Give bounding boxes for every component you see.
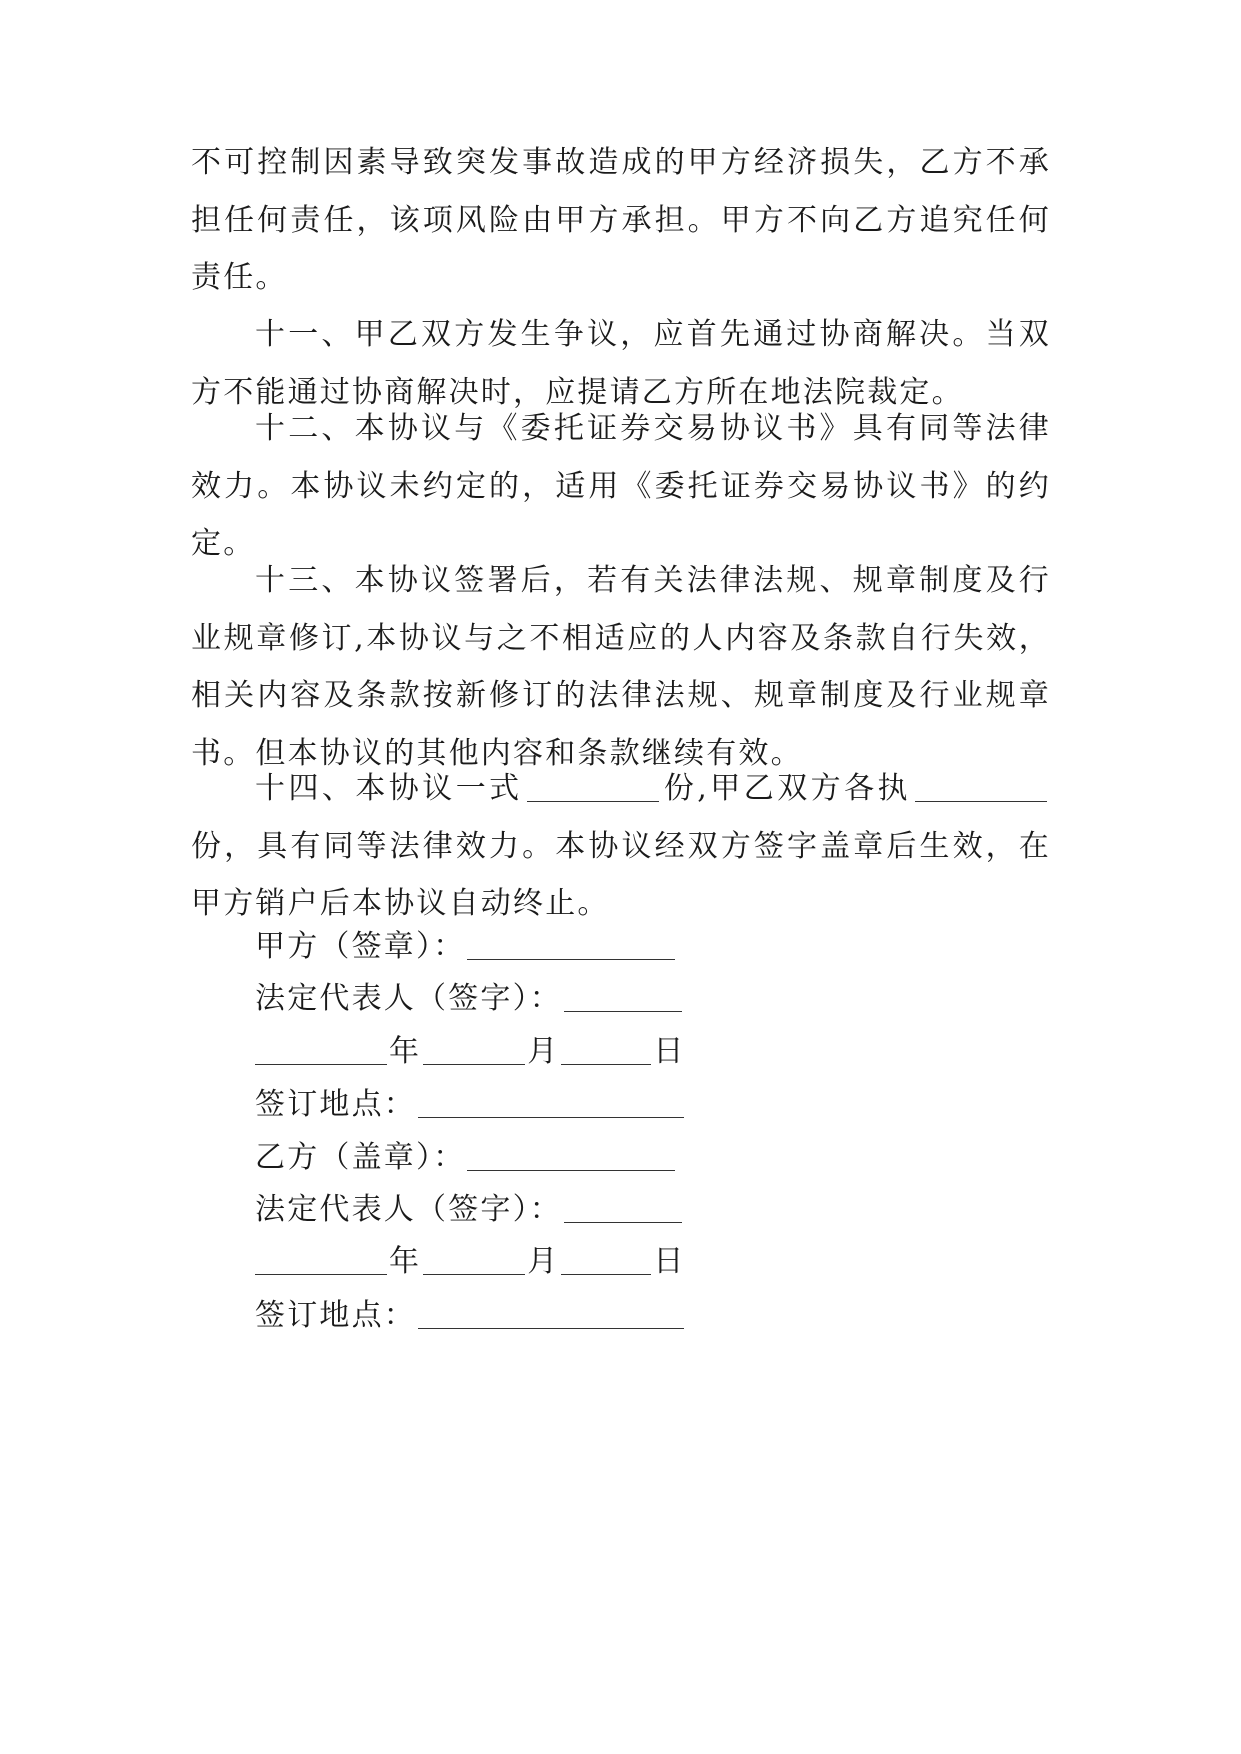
clause-10-continuation: 不可控制因素导致突发事故造成的甲方经济损失，乙方不承担任何责任，该项风险由甲方承担。甲方不向乙方追究任何责任。 xyxy=(191,145,1051,296)
place-label: 签订地点： xyxy=(255,1298,416,1333)
party-b-year-blank[interactable] xyxy=(255,1273,387,1275)
party-b-place-blank[interactable] xyxy=(418,1327,684,1329)
party-a-place-line xyxy=(255,1076,686,1134)
party-b-place-line xyxy=(255,1287,686,1345)
clause-14-part-c: 份，具有同等法律效力。本协议经双方签字盖章后生效，在甲方销户后本协议自动终止。 xyxy=(191,828,1051,922)
party-a-day-blank[interactable] xyxy=(561,1063,651,1065)
year-label: 年 xyxy=(389,1244,422,1279)
party-a-rep-line xyxy=(255,970,684,1028)
clause-14-part-a: 十四、本协议一式 xyxy=(255,771,523,806)
copies-total-blank[interactable] xyxy=(527,800,659,802)
party-a-date-line xyxy=(255,1023,686,1081)
party-a-rep-label: 法定代表人（签字）： xyxy=(255,981,562,1016)
party-b-seal-blank[interactable] xyxy=(467,1169,675,1171)
party-b-label: 乙方（盖章）： xyxy=(255,1140,466,1175)
day-label: 日 xyxy=(653,1244,686,1279)
party-a-signature-line xyxy=(255,918,677,976)
party-a-month-blank[interactable] xyxy=(423,1063,525,1065)
day-label: 日 xyxy=(653,1034,686,1069)
party-b-month-blank[interactable] xyxy=(423,1273,525,1275)
party-a-place-blank[interactable] xyxy=(418,1116,684,1118)
party-a-signature-blank[interactable] xyxy=(467,958,675,960)
place-label: 签订地点： xyxy=(255,1087,416,1122)
party-a-rep-blank[interactable] xyxy=(564,1010,682,1012)
party-b-date-line xyxy=(255,1233,686,1291)
clause-14-part-b: 份,甲乙双方各执 xyxy=(662,771,911,806)
party-b-day-blank[interactable] xyxy=(561,1273,651,1275)
copies-each-blank[interactable] xyxy=(915,800,1047,802)
party-a-year-blank[interactable] xyxy=(255,1063,387,1065)
clause-11: 十一、甲乙双方发生争议，应首先通过协商解决。当双方不能通过协商解决时，应提请乙方所在地法院裁定。 xyxy=(191,317,1051,410)
year-label: 年 xyxy=(389,1034,422,1069)
party-b-rep-blank[interactable] xyxy=(564,1221,682,1223)
month-label: 月 xyxy=(527,1244,560,1279)
party-a-label: 甲方（签章）： xyxy=(255,929,466,964)
party-b-rep-line xyxy=(255,1181,684,1239)
party-b-signature-line xyxy=(255,1129,677,1187)
clause-14 xyxy=(191,760,1051,933)
party-b-rep-label: 法定代表人（签字）： xyxy=(255,1192,562,1227)
clause-13: 十三、本协议签署后，若有关法律法规、规章制度及行业规章修订,本协议与之不相适应的人内容及条款自行失效，相关内容及条款按新修订的法律法规、规章制度及行业规章书。但本协议的其他内容和条款继续有效。 xyxy=(191,563,1051,771)
clause-12: 十二、本协议与《委托证券交易协议书》具有同等法律效力。本协议未约定的，适用《委托证券交易协议书》的约定。 xyxy=(191,411,1051,562)
month-label: 月 xyxy=(527,1034,560,1069)
